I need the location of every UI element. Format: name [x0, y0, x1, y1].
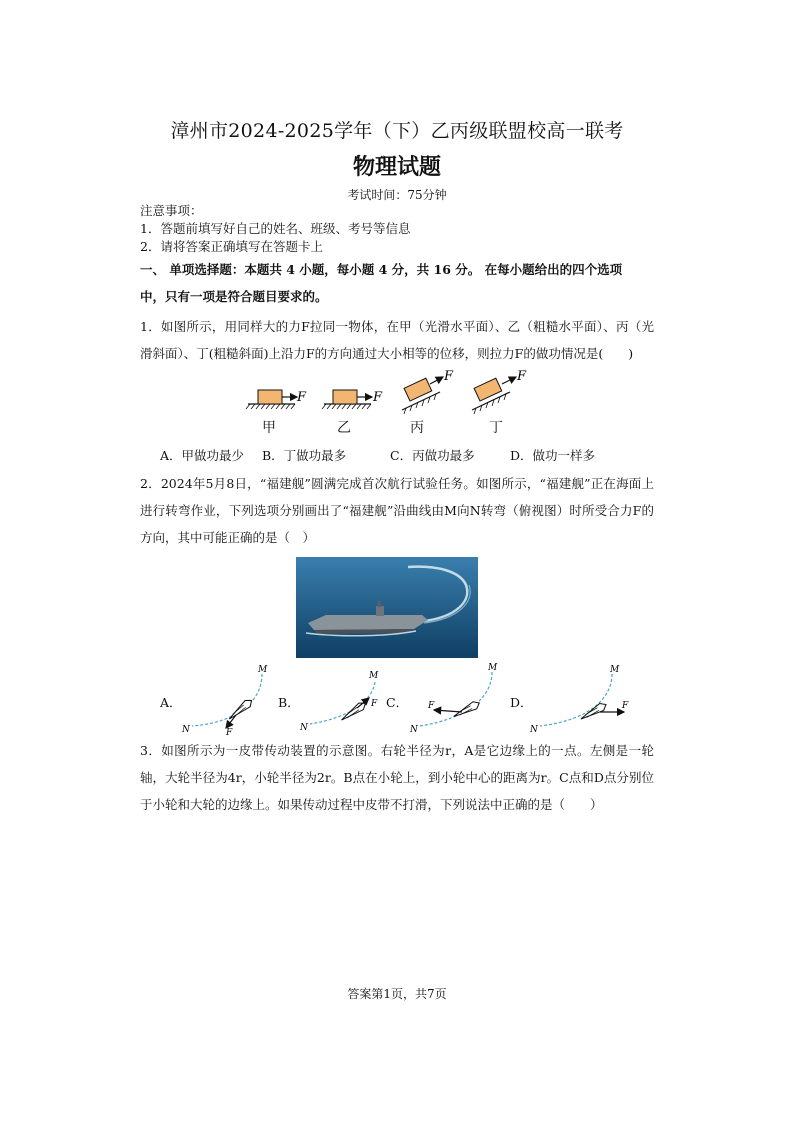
exam-title: 漳州市2024-2025学年（下）乙丙级联盟校高一联考 — [170, 120, 624, 142]
question-1-figure — [240, 370, 550, 415]
option-a-point-n: N — [182, 725, 190, 735]
option-d-diagram — [540, 674, 624, 726]
option-d-force: F — [622, 701, 629, 711]
q2-option-a-label: A． — [160, 695, 182, 710]
figure-ding-block — [472, 377, 516, 414]
figure-jia-block — [246, 390, 297, 409]
option-c-point-m: M — [488, 663, 498, 673]
figure-bing-block — [402, 377, 443, 414]
option-b-force: F — [371, 699, 378, 709]
option-a-point-m: M — [258, 665, 268, 675]
option-b-diagram — [310, 682, 375, 724]
force-label-yi: F — [373, 390, 383, 405]
aircraft-carrier-photo — [296, 557, 478, 658]
option-d-point-m: M — [610, 665, 620, 675]
section1-line1: 一、 单项选择题：本题共 4 小题，每小题 4 分，共 16 分。 在每小题给出的四个选项 — [140, 262, 623, 277]
figure-label-bing: 丙 — [410, 420, 424, 436]
figure-yi-block — [322, 390, 372, 409]
section1-line2: 中，只有一项是符合题目要求的。 — [140, 289, 328, 304]
q2-option-b-label: B． — [278, 695, 300, 710]
figure-label-jia: 甲 — [262, 420, 276, 436]
option-c-diagram — [420, 672, 492, 726]
option-b-point-n: N — [300, 723, 308, 733]
notice-item-1: 1．答题前填写好自己的姓名、班级、考号等信息 — [140, 221, 411, 236]
q1-option-a: A．甲做功最少 — [160, 448, 245, 463]
notice-item-2: 2．请将答案正确填写在答题卡上 — [140, 239, 323, 254]
force-label-bing: F — [444, 370, 454, 384]
exam-time: 考试时间：75分钟 — [347, 188, 447, 202]
notice-heading: 注意事项： — [140, 203, 203, 218]
option-c-force: F — [428, 701, 435, 711]
force-label-ding: F — [517, 370, 527, 384]
q2-option-d-label: D． — [510, 695, 533, 710]
q2-option-c-label: C． — [386, 695, 409, 710]
subject-title: 物理试题 — [352, 154, 441, 180]
question-2-text: 2．2024年5月8日，“福建舰”圆满完成首次航行试验任务。如图所示，“福建舰”正在海面上进行转弯作业，下列选项分别画出了“福建舰”沿曲线由M向N转弯（俯视图）时所受合力F的方向，其中可能正确的是（ ） — [140, 476, 654, 545]
figure-label-ding: 丁 — [489, 420, 503, 436]
option-c-point-n: N — [410, 725, 418, 735]
q1-option-c: C．丙做功最多 — [390, 448, 475, 463]
question-1-text: 1．如图所示，用同样大的力F拉同一物体，在甲（光滑水平面）、乙（粗糙水平面）、丙（光滑斜面）、丁(粗糙斜面)上沿力F的方向通过大小相等的位移，则拉力F的做功情况是( ) — [140, 319, 654, 361]
option-b-point-m: M — [369, 671, 379, 681]
page-footer: 答案第1页，共7页 — [347, 987, 447, 1001]
figure-label-yi: 乙 — [337, 420, 351, 436]
option-a-diagram — [192, 674, 262, 728]
force-label-jia: F — [297, 390, 307, 405]
q1-option-d: D．做功一样多 — [510, 448, 596, 463]
question-3-text: 3．如图所示为一皮带传动装置的示意图。右轮半径为r，A是它边缘上的一点。左侧是一轮轴，大轮半径为4r，小轮半径为2r。B点在小轮上，到小轮中心的距离为r。C点和D点分别位于小轮和大轮的边缘上。如果传动过程中皮带不打滑，下列说法中正确的是（ ） — [140, 743, 654, 812]
option-d-point-n: N — [530, 725, 538, 735]
q1-option-b: B．丁做功最多 — [262, 448, 347, 463]
option-a-force: F — [226, 728, 233, 735]
